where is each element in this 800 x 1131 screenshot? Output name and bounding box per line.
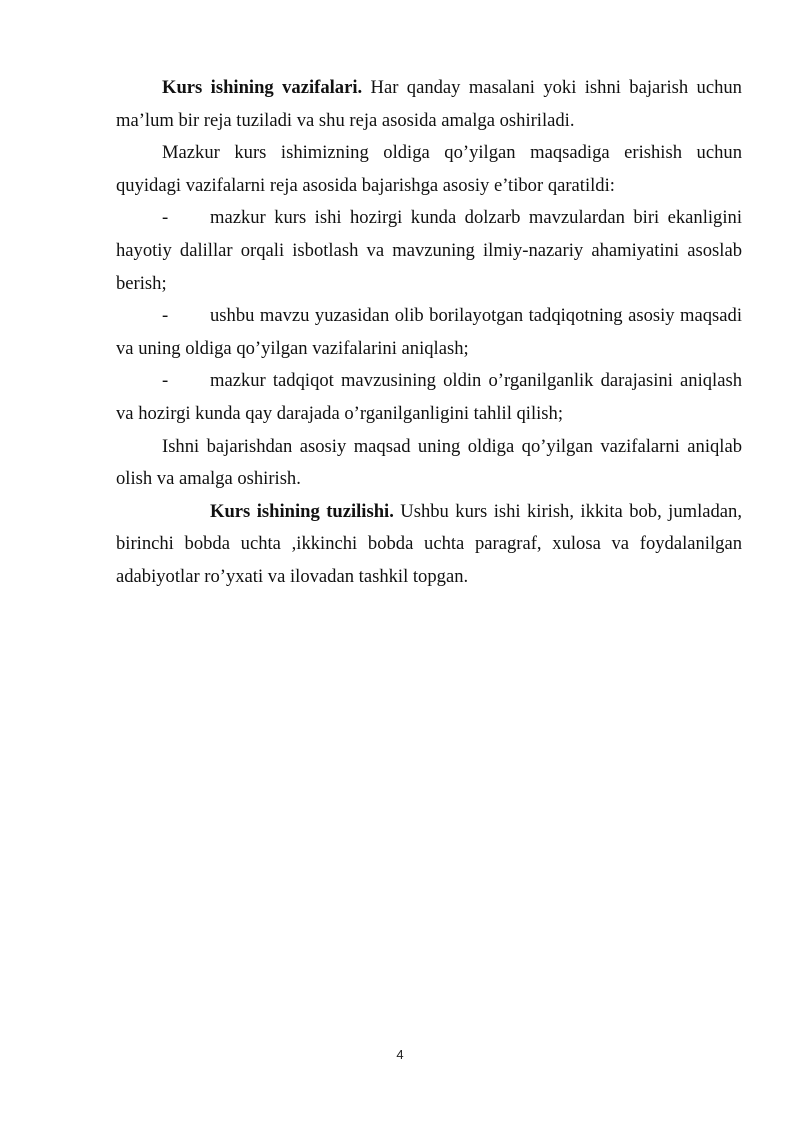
heading-structure: Kurs ishining tuzilishi. xyxy=(210,500,394,522)
paragraph-main-goal: Ishni bajarishdan asosiy maqsad uning oldiga qo’yilgan vazifalarni aniqlab olish va amalga oshirish. xyxy=(116,435,742,490)
list-item-text: mazkur kurs ishi hozirgi kunda dolzarb mavzulardan biri ekanligini hayotiy dalillar orqali isbotlash va mavzuning ilmiy-nazariy ahamiyatini asoslab berish; xyxy=(116,207,742,294)
paragraph-tasks-text: Har qanday masalani yoki ishni bajarish uchun ma’lum bir reja tuziladi va shu reja asosida amalga oshiriladi. xyxy=(116,77,742,131)
body-text xyxy=(116,72,742,594)
paragraph-goals: Mazkur kurs ishimizning oldiga qo’yilgan maqsadiga erishish uchun quyidagi vazifalarni reja asosida bajarishga asosiy e’tibor qaratildi: xyxy=(116,142,742,196)
list-item-text: ushbu mavzu yuzasidan olib borilayotgan tadqiqotning asosiy maqsadi va uning oldiga qo’yilgan vazifalarini aniqlash; xyxy=(116,305,742,359)
page-number: 4 xyxy=(396,1047,404,1062)
bullet-marker: - xyxy=(162,207,169,229)
paragraph-structure-text: Ushbu kurs ishi kirish, ikkita bob, jumladan, birinchi bobda uchta ,ikkinchi bobda uchta paragraf, xulosa va foydalanilgan adabiyotlar ro’yxati va ilovadan tashkil topgan. xyxy=(116,500,742,587)
list-item xyxy=(116,202,742,300)
bullet-marker: - xyxy=(162,305,169,327)
paragraph-tasks xyxy=(116,72,742,137)
paragraph-structure xyxy=(116,496,742,594)
list-item xyxy=(116,365,742,430)
heading-tasks: Kurs ishining vazifalari. xyxy=(162,77,363,98)
list-item xyxy=(116,300,742,365)
bullet-marker: - xyxy=(162,370,169,392)
list-item-text: mazkur tadqiqot mavzusining oldin o’rganilganlik darajasini aniqlash va hozirgi kunda qay darajada o’rganilganligini tahlil qilish; xyxy=(116,370,742,424)
